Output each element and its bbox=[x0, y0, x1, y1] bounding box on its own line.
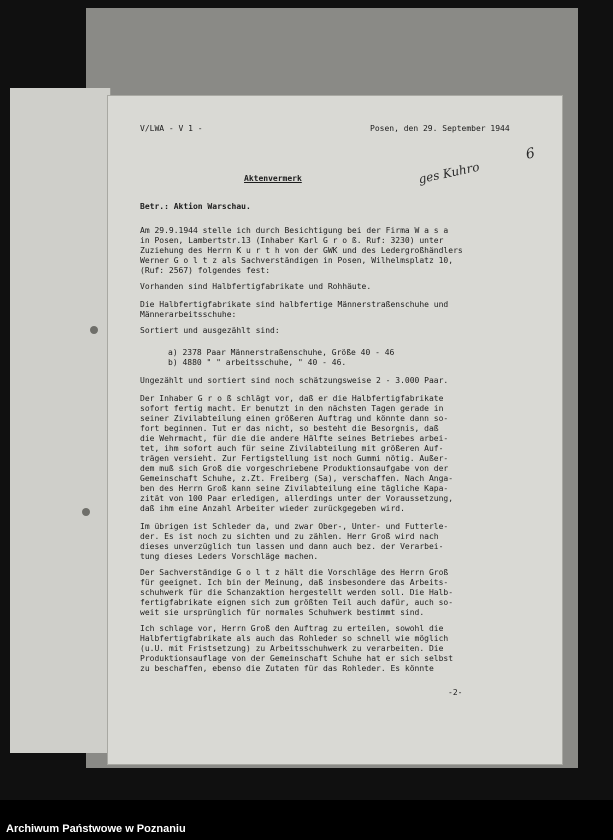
paragraph3-line: tet, ihm sofort auch für seine Zivilabteilung mit größeren Auf- bbox=[140, 444, 444, 453]
paragraph6-line: Halbfertigfabrikate als auch das Rohleder so schnell wie möglich bbox=[140, 634, 449, 643]
page-number: -2- bbox=[448, 688, 463, 697]
paragraph2-line: Männerarbeitsschuhe: bbox=[140, 310, 237, 319]
document-title: Aktenvermerk bbox=[244, 174, 302, 183]
paragraph3-line: fort beginnen. Tut er das nicht, so besteht die Besorgnis, daß bbox=[140, 424, 439, 433]
paragraph6-line: Produktionsauflage von der Gemeinschaft Schuhe hat er sich selbst bbox=[140, 654, 454, 663]
paragraph2-line: Die Halbfertigfabrikate sind halbfertige Männerstraßenschuhe und bbox=[140, 300, 449, 309]
paragraph1-line: Am 29.9.1944 stelle ich durch Besichtigung bei der Firma W a s a bbox=[140, 226, 449, 235]
paragraph5-line: weit sie ursprünglich für normales Schuhwerk bestimmt sind. bbox=[140, 608, 425, 617]
document-ref: V/LWA - V 1 - bbox=[140, 124, 203, 133]
paragraph1-line: Zuziehung des Herrn K u r t h von der GWK und des Ledergroßhändlers bbox=[140, 246, 463, 255]
sorted-line: Sortiert und ausgezählt sind: bbox=[140, 326, 280, 335]
document-page bbox=[108, 96, 562, 764]
paragraph1-line: (Ruf: 2567) folgendes fest: bbox=[140, 266, 271, 275]
paragraph6-line: (u.U. mit Fristsetzung) zu Arbeitsschuhwerk zu verarbeiten. Die bbox=[140, 644, 444, 653]
paragraph5-line: fertigfabrikate eignen sich zum größten Teil auch dafür, auch so- bbox=[140, 598, 454, 607]
paragraph4-line: tung dieses Leders Vorschläge machen. bbox=[140, 552, 319, 561]
paragraph3-line: Gemeinschaft Schuhe, z.Zt. Freiberg (Sa), verschaffen. Nach Anga- bbox=[140, 474, 454, 483]
paragraph5-line: Der Sachverständige G o l t z hält die Vorschläge des Herrn Groß bbox=[140, 568, 449, 577]
folded-left-sheet bbox=[10, 88, 111, 753]
paragraph5-line: für geeignet. Ich bin der Meinung, daß insbesondere das Arbeits- bbox=[140, 578, 449, 587]
paragraph4-line: dieses unverzüglich tun lassen und dann auch bez. der Verarbei- bbox=[140, 542, 444, 551]
paragraph3-line: ben des Herrn Groß kann seine Zivilabteilung eine tägliche Kapa- bbox=[140, 484, 449, 493]
binding-hole bbox=[82, 508, 90, 516]
list-item: b) 4880 " " arbeitsschuhe, " 40 - 46. bbox=[168, 358, 347, 367]
paragraph6-line: Ich schlage vor, Herrn Groß den Auftrag zu erteilen, sowohl die bbox=[140, 624, 444, 633]
paragraph4-line: Im übrigen ist Schleder da, und zwar Ober-, Unter- und Futterle- bbox=[140, 522, 449, 531]
subject-line: Betr.: Aktion Warschau. bbox=[140, 202, 251, 211]
archive-label: Archiwum Państwowe w Poznaniu bbox=[6, 823, 186, 835]
paragraph4-line: der. Es ist noch zu sichten und zu zählen. Herr Groß wird nach bbox=[140, 532, 439, 541]
paragraph1-line: in Posen, Lambertstr.13 (Inhaber Karl G r o ß. Ruf: 3230) unter bbox=[140, 236, 444, 245]
paragraph3-line: die Wehrmacht, für die die andere Hälfte seines Betriebes arbei- bbox=[140, 434, 449, 443]
stock-line: Vorhanden sind Halbfertigfabrikate und Rohhäute. bbox=[140, 282, 372, 291]
paragraph3-line: daß ihm eine Anzahl Arbeiter wieder zurückgegeben wird. bbox=[140, 504, 405, 513]
paragraph3-line: trägen versieht. Zur Fertigstellung ist noch Gummi nötig. Außer- bbox=[140, 454, 449, 463]
paragraph6-line: zu beschaffen, ebenso die Zutaten für das Rohleder. Es könnte bbox=[140, 664, 434, 673]
paragraph1-line: Werner G o l t z als Sachverständigen in Posen, Wilhelmsplatz 10, bbox=[140, 256, 454, 265]
paragraph3-line: zität von 100 Paar erledigen, allerdings unter der Voraussetzung, bbox=[140, 494, 454, 503]
handwritten-note: ges Kuhro bbox=[417, 159, 481, 187]
paragraph3-line: seiner Zivilabteilung einen größeren Auftrag und könnte dann so- bbox=[140, 414, 449, 423]
paragraph3-line: Der Inhaber G r o ß schlägt vor, daß er die Halbfertigfabrikate bbox=[140, 394, 444, 403]
list-item: a) 2378 Paar Männerstraßenschuhe, Größe 40 - 46 bbox=[168, 348, 395, 357]
paragraph3-line: sofort fertig macht. Er benutzt in den nächsten Tagen gerade in bbox=[140, 404, 444, 413]
uncounted-line: Ungezählt und sortiert sind noch schätzungsweise 2 - 3.000 Paar. bbox=[140, 376, 449, 385]
paragraph5-line: schuhwerk für die Schanzaktion hergestellt werden soll. Die Halb- bbox=[140, 588, 454, 597]
handwritten-number: 6 bbox=[524, 145, 537, 163]
paragraph3-line: dem muß sich Groß die vorgeschriebene Produktionsaufgabe von der bbox=[140, 464, 449, 473]
place-date: Posen, den 29. September 1944 bbox=[370, 124, 510, 133]
binding-hole bbox=[90, 326, 98, 334]
